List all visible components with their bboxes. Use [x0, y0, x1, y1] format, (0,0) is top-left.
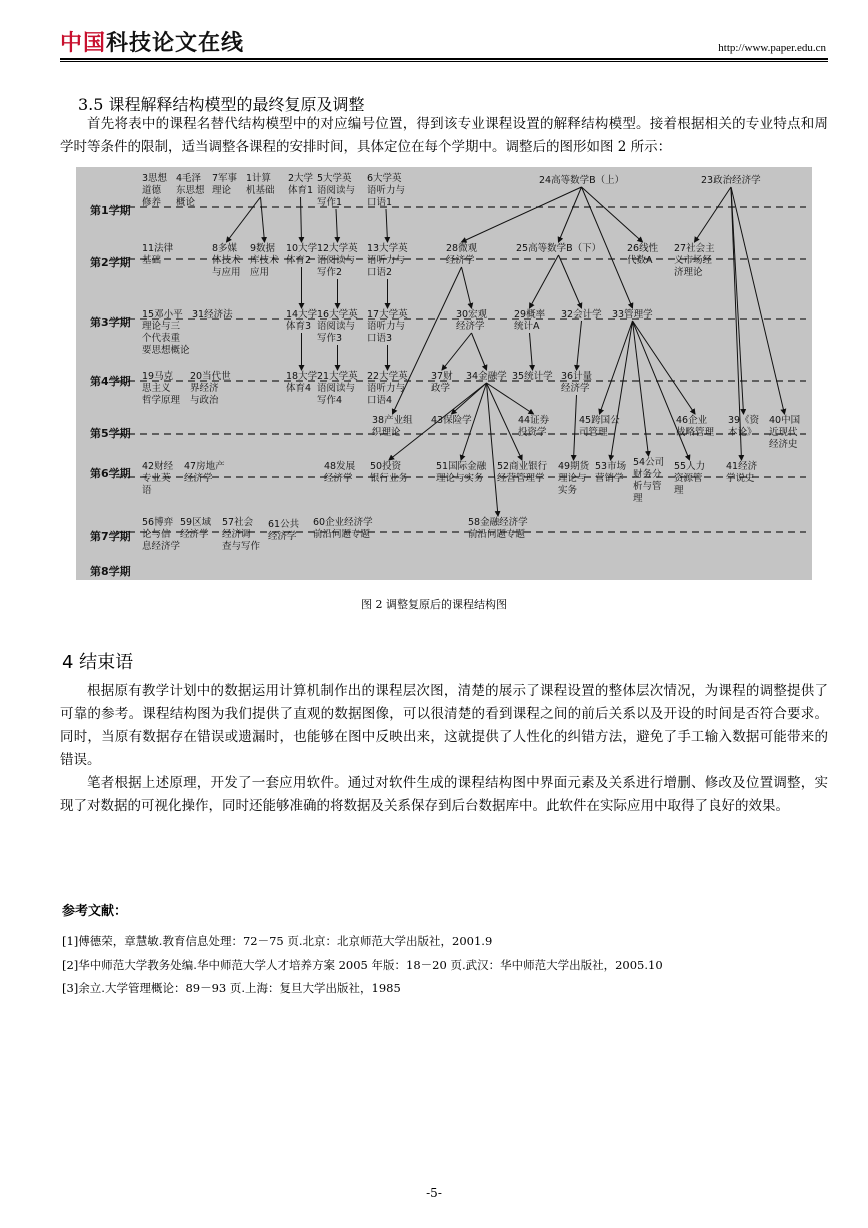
arrow-30-to-34: [472, 333, 487, 370]
course-node-57: 57社会 经济调 查与写作: [222, 517, 261, 552]
course-node-45: 45跨国公 司管理: [579, 415, 620, 438]
course-node-28: 28微观 经济学: [446, 243, 478, 266]
arrow-30-to-37: [442, 333, 472, 370]
course-node-58: 58金融经济学 前沿问题专题: [468, 517, 528, 540]
course-node-2: 2大学 体育1: [288, 173, 314, 196]
course-node-18: 18大学 体育4: [286, 371, 318, 394]
arrow-5-to-12: [336, 209, 338, 242]
course-node-17: 17大学英 语听力与 口语3: [367, 309, 408, 344]
semester-label: 第1学期: [90, 204, 131, 217]
header-rule: [60, 58, 828, 60]
course-node-40: 40中国 近现代 经济史: [769, 415, 801, 450]
reference-item-1: [1]傅德荣，章慧敏.教育信息处理：72－75 页.北京：北京师范大学出版社，2001.9: [62, 934, 493, 948]
course-node-33: 33管理学: [612, 309, 653, 320]
course-node-12: 12大学英 语阅读与 写作2: [317, 243, 358, 278]
course-node-23: 23政治经济学: [701, 175, 761, 186]
arrow-23-to-39: [731, 187, 744, 414]
course-node-59: 59区域 经济学: [180, 517, 212, 540]
logo-part-red: 中国: [60, 31, 107, 56]
course-node-47: 47房地产 经济学: [184, 461, 225, 484]
semester-label: 第6学期: [90, 467, 131, 480]
course-node-26: 26线性 代数A: [627, 243, 659, 266]
course-node-32: 32会计学: [561, 309, 602, 320]
arrow-2-to-10: [301, 197, 302, 242]
course-node-21: 21大学英 语阅读与 写作4: [317, 371, 358, 406]
references-heading: 参考文献：: [62, 904, 128, 919]
arrow-24-to-25: [559, 187, 582, 242]
course-node-1: 1计算 机基础: [246, 173, 275, 196]
arrow-1-to-8: [227, 197, 261, 242]
arrow-33-to-45: [600, 321, 633, 414]
course-node-55: 55人力 资源管 理: [674, 461, 706, 496]
page-number: -5-: [426, 1186, 442, 1200]
header-url[interactable]: http://www.paper.edu.cn: [718, 42, 826, 54]
section-3-5-title: 3.5 课程解释结构模型的最终复原及调整: [78, 95, 365, 114]
course-structure-figure: [76, 167, 812, 580]
course-node-3: 3思想 道德 修养: [142, 173, 168, 208]
arrow-28-to-30: [462, 267, 472, 308]
course-node-43: 43保险学: [431, 415, 472, 426]
course-node-14: 14大学 体育3: [286, 309, 318, 332]
arrow-1-to-9: [261, 197, 265, 242]
course-node-11: 11法律 基础: [142, 243, 174, 266]
course-node-49: 49期货 理论与 实务: [558, 461, 590, 496]
arrow-24-to-26: [582, 187, 643, 242]
course-node-8: 8多媒 体技术 与应用: [212, 243, 241, 278]
course-node-20: 20当代世 界经济 与政治: [190, 371, 231, 406]
course-node-16: 16大学英 语阅读与 写作3: [317, 309, 358, 344]
course-node-24: 24高等数学B（上）: [539, 175, 625, 186]
semester-label: 第8学期: [90, 565, 131, 578]
course-node-27: 27社会主 义市场经 济理论: [674, 243, 715, 278]
section-4-paragraph-1: 根据原有教学计划中的数据运用计算机制作出的课程层次图，清楚的展示了课程设置的整体层次情况，为课程的调整提供了可靠的参考。课程结构图为我们提供了直观的数据图像，可以很清楚的看到课程之间的前后关系以及开设的时间是否符合要求。同时，当原有数据存在错误或遗漏时，也能够在图中反映出来，这就提供了人性化的纠错方法，避免了手工输入数据可能带来的错误。: [60, 683, 828, 768]
course-node-31: 31经济法: [192, 309, 233, 320]
course-node-9: 9数据 库技术 应用: [250, 243, 279, 278]
arrow-36-to-49: [574, 395, 577, 460]
arrow-25-to-32: [559, 255, 582, 308]
course-node-56: 56博弈 论与信 息经济学: [142, 517, 181, 552]
course-node-51: 51国际金融 理论与实务: [436, 461, 487, 484]
reference-item-2: [2]华中师范大学教务处编.华中师范大学人才培养方案 2005 年版：18－20 页.武汉：华中师范大学出版社，2005.10: [62, 958, 663, 972]
course-node-15: 15邓小平 理论与三 个代表重 要思想概论: [142, 309, 190, 356]
figure-caption: 图 2 调整复原后的课程结构图: [361, 598, 507, 611]
journal-logo: [60, 26, 244, 57]
section-4-paragraph-2: 笔者根据上述原理，开发了一套应用软件。通过对软件生成的课程结构图中界面元素及关系进行增删、修改及位置调整，实现了对数据的可视化操作，同时还能够准确的将数据及关系保存到后台数据库中。此软件在实际应用中取得了良好的效果。: [60, 775, 828, 814]
arrow-23-to-40: [731, 187, 785, 414]
section-4-title: 4 结束语: [62, 652, 134, 673]
course-node-5: 5大学英 语阅读与 写作1: [317, 173, 356, 208]
course-node-52: 52商业银行 经营管理学: [497, 461, 548, 484]
course-node-53: 53市场 营销学: [595, 461, 627, 484]
reference-item-3: [3]余立.大学管理概论：89－93 页.上海：复旦大学出版社，1985: [62, 981, 401, 995]
course-node-50: 50投资 银行业务: [370, 461, 409, 484]
course-node-42: 42财经 专业英 语: [142, 461, 174, 496]
arrow-6-to-13: [386, 209, 388, 242]
semester-label: 第5学期: [90, 427, 131, 440]
course-node-37: 37财 政学: [431, 371, 453, 394]
course-node-30: 30宏观 经济学: [456, 309, 488, 332]
course-node-41: 41经济 学说史: [726, 461, 758, 484]
course-node-22: 22大学英 语听力与 口语4: [367, 371, 408, 406]
arrow-29-to-35: [530, 333, 533, 370]
course-node-13: 13大学英 语听力与 口语2: [367, 243, 408, 278]
course-node-10: 10大学 体育2: [286, 243, 318, 266]
semester-label: 第3学期: [90, 316, 131, 329]
course-node-48: 48发展 经济学: [324, 461, 356, 484]
arrow-23-to-27: [695, 187, 732, 242]
course-node-7: 7军事 理论: [212, 173, 238, 196]
course-node-54: 54公司 财务分 析与管 理: [633, 457, 665, 504]
course-node-38: 38产业组 织理论: [372, 415, 413, 438]
course-node-29: 29概率 统计A: [514, 309, 546, 332]
semester-label: 第2学期: [90, 256, 131, 269]
arrow-33-to-53: [611, 321, 633, 460]
course-node-36: 36计量 经济学: [561, 371, 593, 394]
course-node-39: 39《资 本论》: [728, 415, 760, 438]
logo-part-black: 科技论文在线: [106, 31, 245, 56]
arrow-34-to-58: [487, 383, 499, 516]
course-node-4: 4毛泽 东思想 概论: [176, 173, 205, 208]
course-node-60: 60企业经济学 前沿问题专题: [313, 517, 373, 540]
arrow-32-to-36: [577, 321, 582, 370]
course-node-61: 61公共 经济学: [268, 519, 300, 542]
course-node-25: 25高等数学B（下）: [516, 243, 602, 254]
course-node-34: 34金融学: [466, 371, 507, 382]
semester-label: 第7学期: [90, 530, 131, 543]
course-node-44: 44证券 投资学: [518, 415, 550, 438]
course-node-35: 35统计学: [512, 371, 553, 382]
header-rule-thin: [60, 61, 828, 62]
course-node-46: 46企业 战略管理: [676, 415, 715, 438]
course-node-6: 6大学英 语听力与 口语1: [367, 173, 406, 208]
arrow-25-to-29: [530, 255, 559, 308]
arrow-24-to-28: [462, 187, 582, 242]
semester-label: 第4学期: [90, 375, 131, 388]
section-3-5-paragraph: 首先将表中的课程名替代结构模型中的对应编号位置，得到该专业课程设置的解释结构模型。接着根据相关的专业特点和周学时等条件的限制，适当调整各课程的安排时间，具体定位在每个学期中。调整后的图形如图 2 所示：: [60, 116, 828, 155]
course-node-19: 19马克 思主义 哲学原理: [142, 371, 181, 406]
